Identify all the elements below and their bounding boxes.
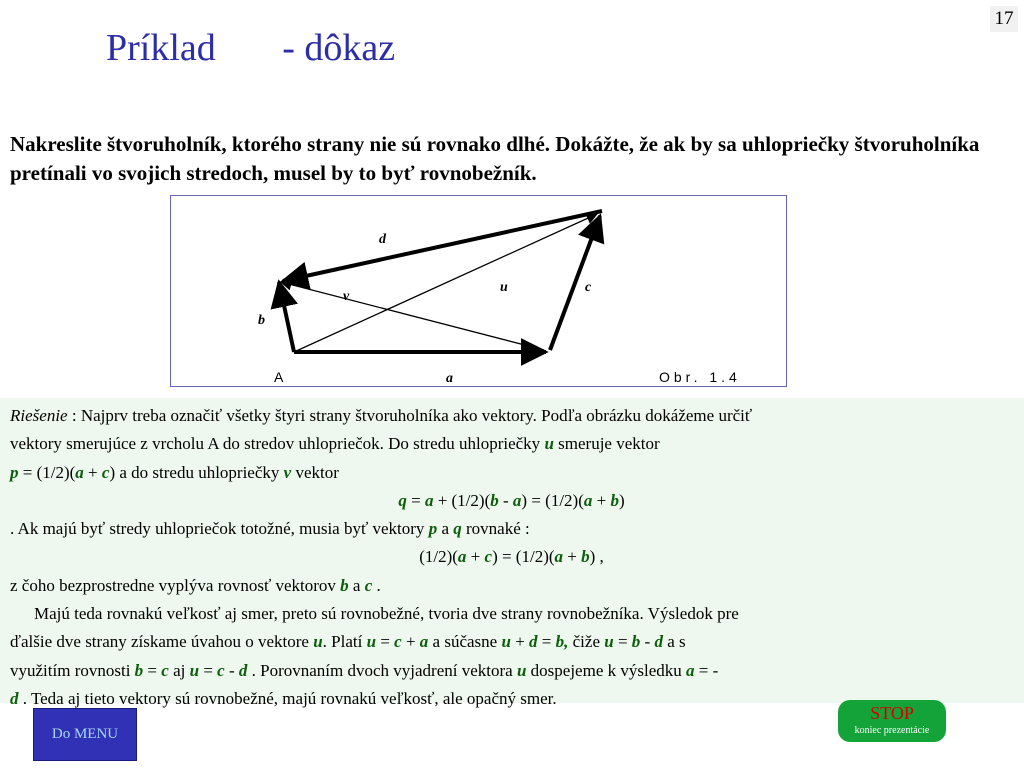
side-b [279,282,294,352]
solution-line: využitím rovnosti b = c aj u = c - d . Porovnaním dvoch vyjadrení vektora u dospejeme k výsledku a = - [10,660,719,680]
label-c: c [585,280,592,295]
label-u: u [500,280,508,295]
solution-label: Riešenie [10,406,68,425]
solution-line: d . Teda aj tieto vektory sú rovnobežné, majú rovnakú veľkosť, ale opačný smer. [10,688,557,708]
diagonal-u [294,214,597,352]
slide-title: Príklad - dôkaz [106,27,396,69]
label-a: a [446,371,453,386]
side-d [283,211,602,281]
solution-line: z čoho bezprostredne vyplýva rovnosť vektorov b a c . [10,575,381,595]
label-b: b [258,313,265,328]
label-v: v [343,289,350,304]
equation-q: q = a + (1/2)(b - a) = (1/2)(a + b) [398,490,625,510]
figure-svg [171,196,786,386]
solution-panel [0,398,1024,708]
solution-line: . Ak majú byť stredy uhlopriečok totožné, musia byť vektory p a q rovnaké : [10,519,530,539]
solution-line: Majú teda rovnakú veľkosť aj smer, preto sú rovnobežné, tvoria dve strany rovnobežníka. Výsledok pre [34,604,739,624]
solution-line: vektory smerujúce z vrcholu A do stredov uhlopriečok. Do stredu uhlopriečky u smeruje vektor [10,434,660,454]
page-number: 17 [990,6,1018,32]
task-statement: Nakreslite štvoruholník, ktorého strany nie sú rovnako dlhé. Dokážte, že ak by sa uhlopriečky štvoruholníka pretínali vo svojich stredoch, musel by to byť rovnobežník. [10,132,980,185]
solution-text [10,402,1013,713]
stop-sublabel: koniec prezentácie [854,725,930,736]
stop-button[interactable] [838,700,946,742]
figure-caption: Obr. 1.4 [659,369,741,385]
solution-line: p = (1/2)(a + c) a do stredu uhlopriečky v vektor [10,462,339,482]
side-c [550,216,600,350]
label-d: d [379,232,386,247]
solution-line: Riešenie : Najprv treba označiť všetky štyri strany štvoruholníka ako vektory. Podľa obrázku dokážeme určiť [10,406,753,425]
equation-pq: (1/2)(a + c) = (1/2)(a + b) , [419,547,604,567]
solution-line: ďalšie dve strany získame úvahou o vektore u. Platí u = c + a a súčasne u + d = b, čiže u = b - d a s [10,632,686,652]
stop-label: STOP [870,703,914,723]
label-vertex-a: A [274,369,284,385]
menu-button[interactable]: Do MENU [33,708,137,761]
quadrilateral-figure [170,195,787,387]
